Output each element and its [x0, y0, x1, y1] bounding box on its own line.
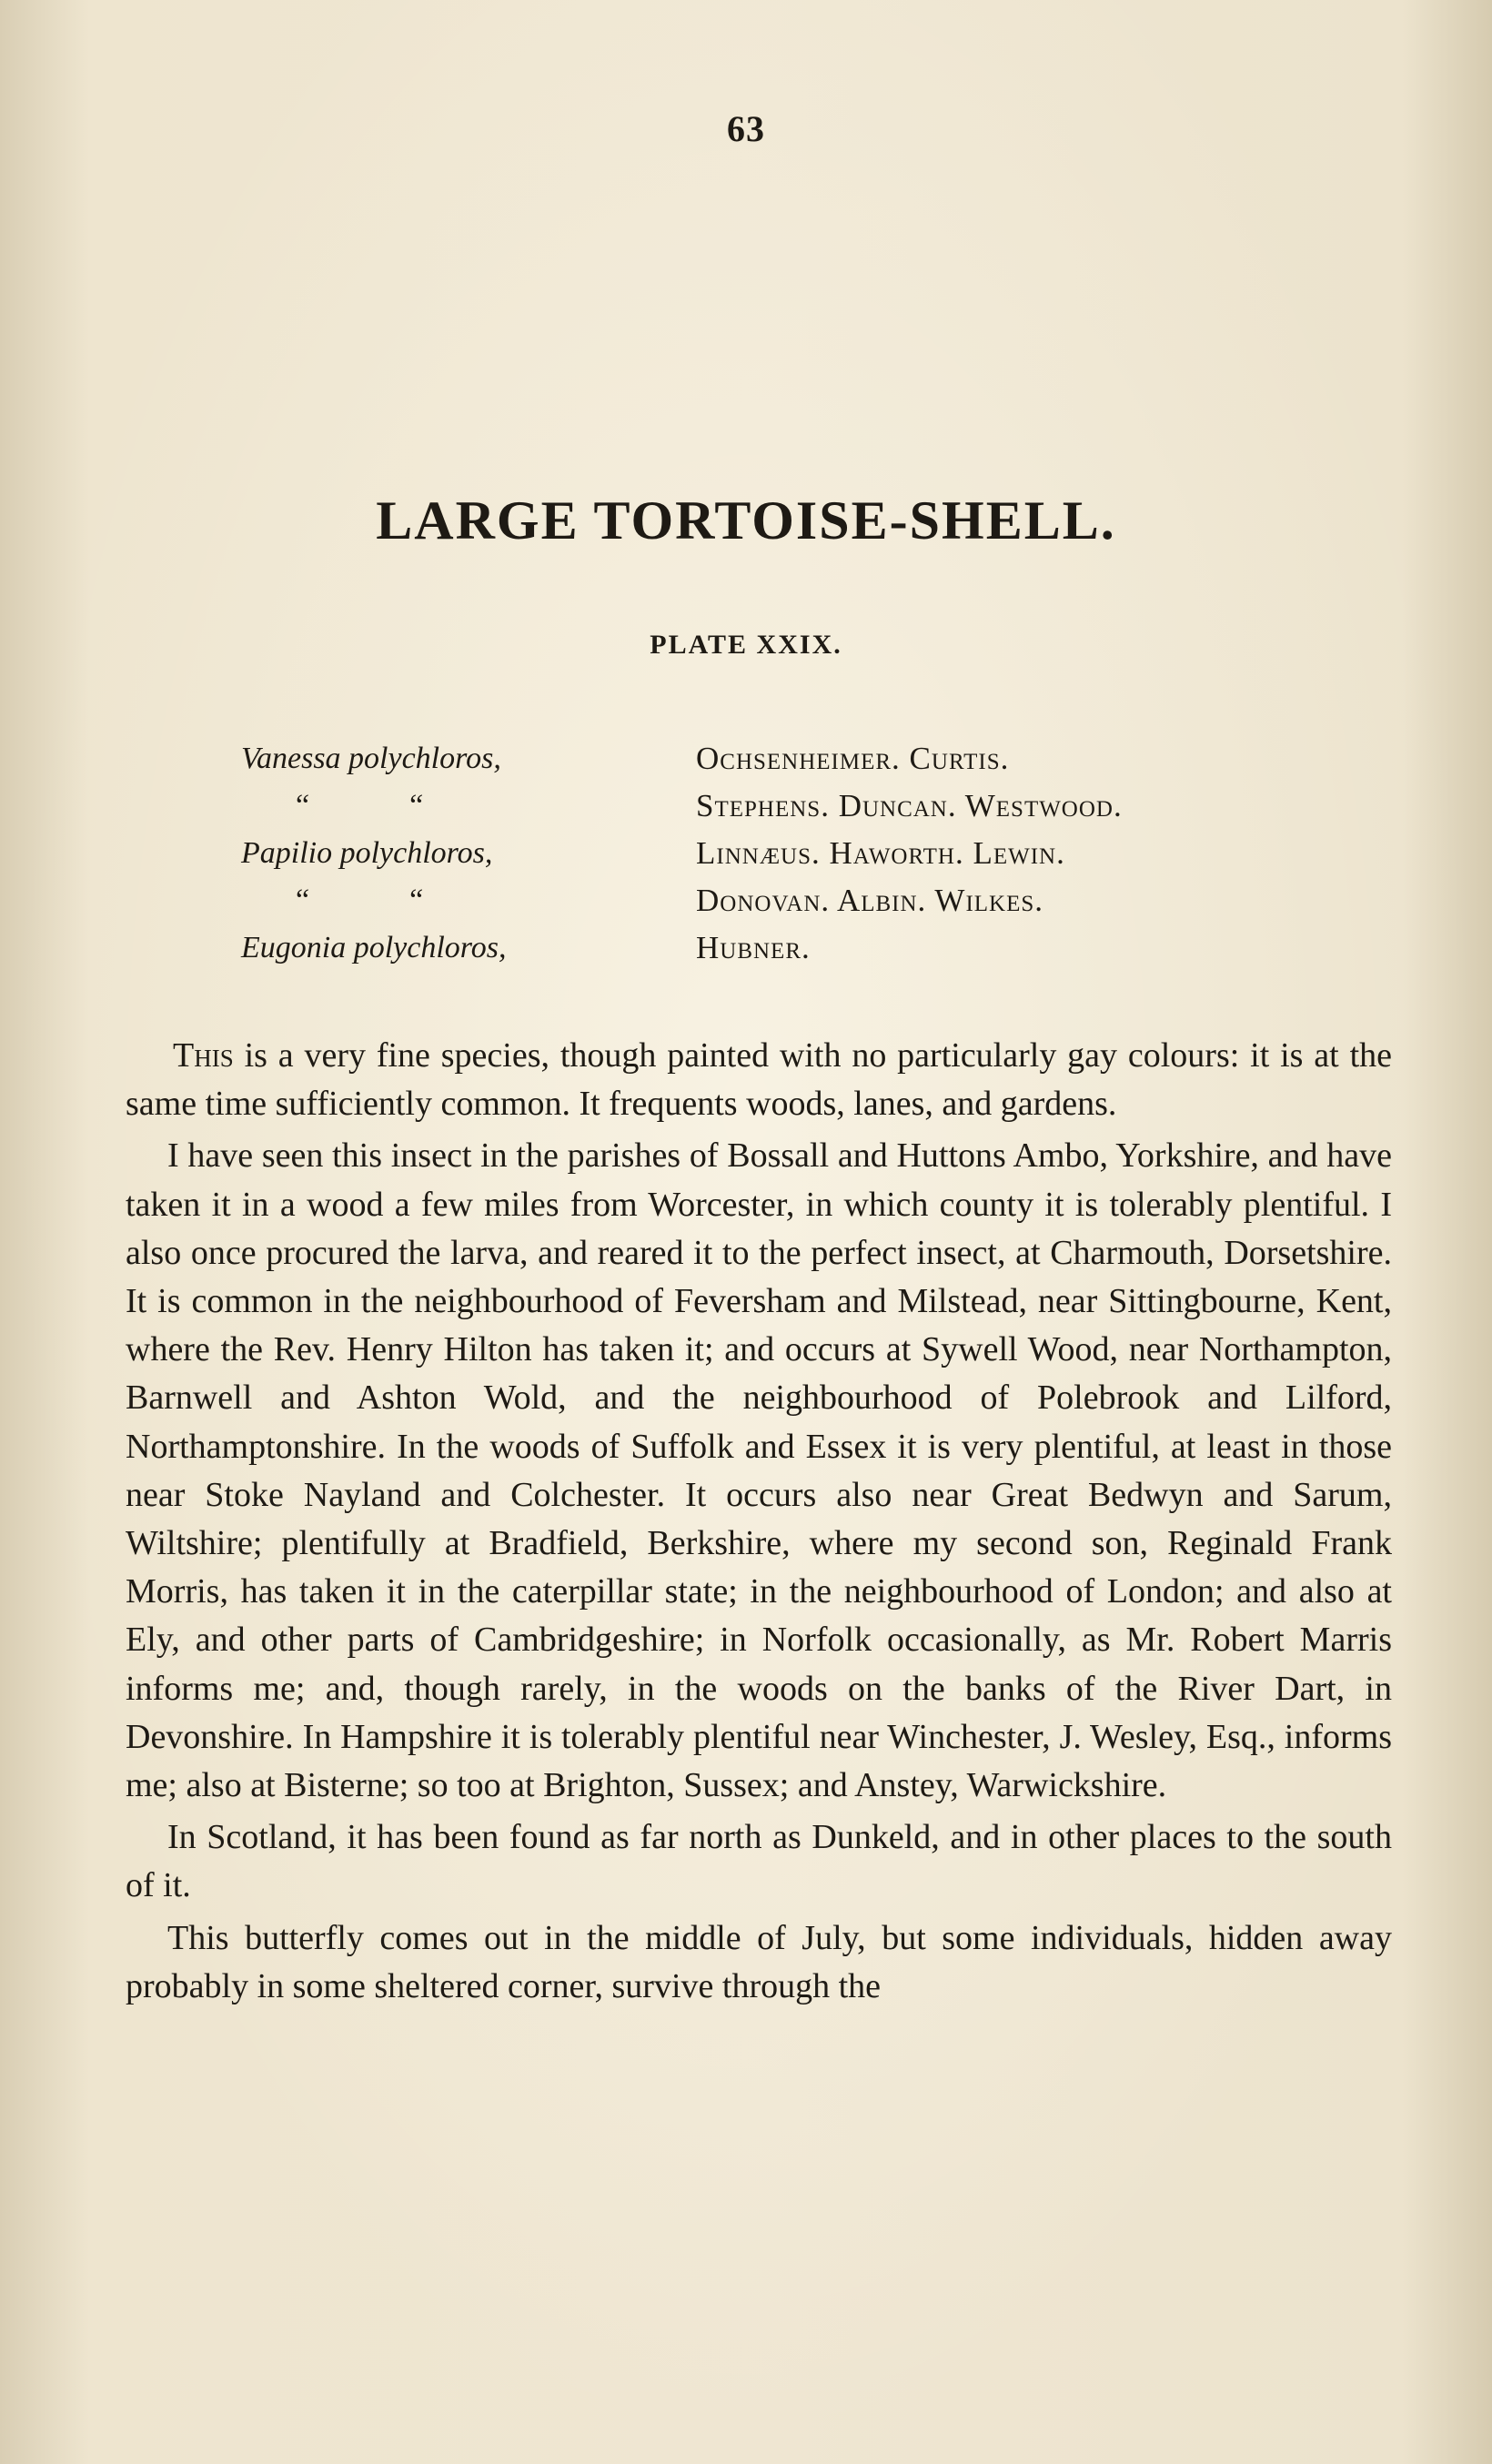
synonym-row: [241, 735, 1406, 783]
ditto-mark: “: [409, 884, 424, 917]
synonym-row: [241, 783, 1406, 830]
paragraph: I have seen this insect in the parishes of Bossall and Huttons Ambo, Yorkshire, and have taken it in a wood a few miles from Worcester, in which county it is tolerably plentiful. I also once procured the larva, and reared it to the perfect insect, at Charmouth, Dorsetshire. It is common in the neighbourhood of Feversham and Milstead, near Sittingbourne, Kent, where the Rev. Henry Hilton has taken it; and occurs at Sywell Wood, near Northampton, Barnwell and Ashton Wold, and the neighbourhood of Polebrook and Lilford, Northamptonshire. In the woods of Suffolk and Essex it is very plentiful, at least in those near Stoke Nayland and Colchester. It occurs also near Great Bedwyn and Sarum, Wiltshire; plentifully at Bradfield, Berkshire, where my second son, Reginald Frank Morris, has taken it in the caterpillar state; in the neighbourhood of London; and also at Ely, and other parts of Cambridgeshire; in Norfolk occasionally, as Mr. Robert Marris informs me; and, though rarely, in the woods on the banks of the River Dart, in Devonshire. In Hampshire it is tolerably plentiful near Winchester, J. Wesley, Esq., informs me; also at Bisterne; so too at Brighton, Sussex; and Anstey, Warwickshire.: [126, 1136, 1392, 1805]
synonym-name: Vanessa polychloros,: [241, 742, 501, 775]
paragraph-text: is a very fine species, though painted with no particularly gay colours: it is at the same time sufficiently common. It frequents woods, lanes, and gardens.: [126, 1036, 1392, 1124]
synonym-row: [241, 877, 1406, 924]
plate-label: PLATE XXIX.: [650, 630, 842, 660]
synonym-name: Papilio polychloros,: [241, 836, 493, 870]
ditto-mark: “: [409, 789, 424, 823]
lead-word: This: [173, 1036, 234, 1075]
paragraph: [126, 1032, 1392, 1128]
paragraph: This butterfly comes out in the middle of July, but some individuals, hidden away probably in some sheltered corner, survive through the: [126, 1918, 1392, 2005]
synonym-name: Eugonia polychloros,: [241, 931, 507, 964]
body-text: [126, 1032, 1392, 2011]
synonym-authors: Linnæus. Haworth. Lewin.: [696, 835, 1065, 871]
synonym-authors: Donovan. Albin. Wilkes.: [696, 883, 1044, 918]
synonym-authors: Stephens. Duncan. Westwood.: [696, 788, 1123, 823]
synonymy-list: [241, 735, 1406, 972]
synonym-row: [241, 830, 1406, 877]
page-number: 63: [727, 108, 765, 149]
paragraph: In Scotland, it has been found as far north as Dunkeld, and in other places to the south of it.: [126, 1818, 1392, 1905]
synonym-row: [241, 924, 1406, 972]
synonym-authors: Hubner.: [696, 930, 811, 965]
synonym-authors: Ochsenheimer. Curtis.: [696, 741, 1010, 776]
ditto-mark: “: [296, 789, 310, 823]
chapter-title: LARGE TORTOISE-SHELL.: [376, 490, 1116, 550]
ditto-mark: “: [296, 884, 310, 917]
ditto-marks: [241, 783, 696, 830]
ditto-marks: [241, 877, 696, 924]
